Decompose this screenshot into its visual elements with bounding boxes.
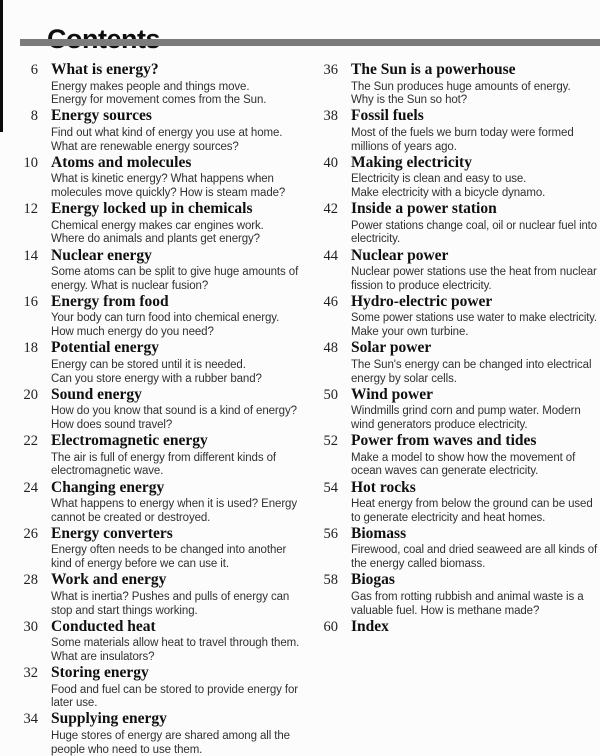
entry-body [351,201,597,247]
toc-entry [310,294,600,340]
desc-line-text: Some atoms can be split to give huge amounts of [51,266,299,279]
desc-line [351,278,597,292]
entry-body [51,387,300,433]
toc-entry [10,480,300,526]
page-number: 38 [323,108,338,125]
desc-line [51,171,300,185]
entry-title-text: What is energy? [51,61,159,78]
entry-description [351,496,597,524]
desc-line-text: Can you store energy with a rubber band? [51,372,262,385]
entry-title [351,480,597,496]
entry-description [51,171,300,199]
entry-title [51,108,300,124]
desc-line-text: Chemical energy makes car engines work. [51,219,264,232]
entry-body [51,572,300,618]
desc-line [51,556,300,570]
entry-description [51,79,300,107]
entry-title-text: Nuclear energy [51,246,152,264]
entry-description [51,542,300,570]
page-number: 34 [23,711,38,728]
desc-line [351,556,597,570]
entry-title-text: Hydro-electric power [351,292,493,310]
page-number: 10 [23,154,38,171]
desc-line [51,603,300,617]
page-number: 18 [23,340,38,357]
desc-line-text: Some power stations use water to make electricity. [351,312,597,325]
desc-line-text: How much energy do you need? [51,326,214,339]
page-number: 24 [23,479,38,496]
desc-line-text: The Sun's energy can be changed into electrical [351,358,592,371]
desc-line-text: Power stations change coal, oil or nuclear fuel into [351,219,597,232]
desc-line-text: Make your own turbine. [351,326,469,339]
desc-line-text: stop and start things working. [51,604,198,617]
desc-line-text: What happens to energy when it is used? Energy [51,498,297,511]
entry-title [51,572,300,588]
desc-line [351,510,597,524]
toc-entry [10,387,300,433]
entry-title-text: Biogas [351,571,395,589]
desc-line-text: The air is full of energy from different kinds of [51,451,276,464]
desc-line-text: cannot be created or destroyed. [51,511,211,524]
desc-line [51,649,300,663]
entry-title [51,526,300,542]
desc-line [351,185,597,199]
toc-entry [10,572,300,618]
desc-line-text: later use. [51,697,98,710]
entry-body [351,62,597,108]
desc-line-text: ocean waves can generate electricity. [351,465,539,478]
entry-body [351,108,597,154]
entry-title [51,480,300,496]
entry-body [351,480,597,526]
entry-title [351,387,597,403]
entry-title-text: Conducted heat [51,617,156,635]
page-number: 16 [23,293,38,310]
desc-line [51,496,300,510]
entry-title [351,201,597,217]
desc-line [351,496,597,510]
desc-line [51,139,300,153]
entry-title-text: Wind power [351,385,433,403]
entry-title-text: The Sun is a powerhouse [351,61,516,78]
desc-line [351,417,597,431]
toc-entry [10,526,300,572]
entry-title-text: Potential energy [51,339,160,357]
desc-line-text: Why is the Sun so hot? [351,94,468,107]
page-number: 14 [23,247,38,264]
entry-body [51,665,300,711]
desc-line-text: wind generators produce electricity. [351,419,528,432]
entry-title [351,572,597,588]
entry-body [351,340,597,386]
entry-title-text: Inside a power station [351,200,497,218]
entry-title-text: Hot rocks [351,478,416,496]
toc-entry [310,340,600,386]
entry-body [351,526,597,572]
desc-line [51,417,300,431]
desc-line-text: Find out what kind of energy you use at home. [51,126,283,139]
entry-title-text: Solar power [351,339,432,357]
toc-entry [310,526,600,572]
entry-title [351,155,597,171]
entry-title [51,201,300,217]
entry-title-text: Electromagnetic energy [51,432,208,450]
toc-entry [10,108,300,154]
entry-description [51,635,300,663]
entry-title-text: Energy sources [51,107,152,125]
desc-line-text: fission to produce electricity. [351,279,492,292]
desc-line-text: Firewood, coal and dried seaweed are all kinds of [351,544,598,557]
desc-line-text: electricity. [351,233,401,246]
entry-body [51,62,300,108]
toc-entry [10,340,300,386]
desc-line-text: Huge stores of energy are shared among all the [51,729,290,742]
desc-line-text: molecules move quickly? How is steam made? [51,187,286,200]
desc-line-text: Gas from rotting rubbish and animal waste is a [351,590,584,603]
entry-description [51,310,300,338]
desc-line-text: Make electricity with a bicycle dynamo. [351,187,546,200]
desc-line-text: Make a model to show how the movement of [351,451,576,464]
entry-title-text: Supplying energy [51,710,167,728]
desc-line-text: energy. What is nuclear fusion? [51,279,209,292]
entry-title [351,108,597,124]
page-number: 22 [23,433,38,450]
entry-description [351,542,597,570]
entry-title [51,387,300,403]
desc-line-text: What is kinetic energy? What happens when [51,173,274,186]
toc-entry [310,155,600,201]
entry-title-text: Fossil fuels [351,107,424,125]
desc-line-text: Electricity is clean and easy to use. [351,173,527,186]
desc-line-text: The Sun produces huge amounts of energy. [351,80,571,93]
desc-line [351,324,597,338]
desc-line [51,589,300,603]
entry-body [351,572,597,618]
entry-title [51,62,300,78]
entry-description [51,589,300,617]
entry-description [51,218,300,246]
page-number: 58 [323,572,338,589]
entry-body [51,340,300,386]
toc-entry [10,62,300,108]
entry-description [351,264,597,292]
entry-title-text: Work and energy [51,571,167,589]
entry-title-text: Making electricity [351,153,472,171]
toc-entry [10,248,300,294]
desc-line-text: valuable fuel. How is methane made? [351,604,540,617]
entry-title-text: Biomass [351,524,407,542]
entry-title [351,340,597,356]
page-number: 6 [30,62,38,78]
entry-body [51,619,300,665]
desc-line [51,278,300,292]
desc-line [351,171,597,185]
desc-line [351,357,597,371]
desc-line [51,92,300,106]
entry-title [351,433,597,449]
toc-entry [310,108,600,154]
entry-title [51,433,300,449]
page-number: 52 [323,433,338,450]
entry-title-text: Energy from food [51,292,169,310]
entry-description [351,403,597,431]
page-number: 40 [323,154,338,171]
entry-body [351,294,597,340]
entry-title [51,619,300,635]
desc-line [51,231,300,245]
desc-line-text: Where do animals and plants get energy? [51,233,260,246]
desc-line-text: Energy for movement comes from the Sun. [51,94,267,107]
desc-line-text: Nuclear power stations use the heat from nuclear [351,266,597,279]
desc-line-text: What are renewable energy sources? [51,140,239,153]
toc-entry [310,387,600,433]
entry-title-text: Atoms and molecules [51,153,192,171]
entry-body [51,526,300,572]
desc-line-text: the energy called biomass. [351,558,486,571]
desc-line [51,635,300,649]
desc-line-text: What are insulators? [51,650,155,663]
desc-line-text: What is inertia? Pushes and pulls of energy can [51,590,290,603]
entry-title-text: Energy converters [51,524,173,542]
entry-title-text: Power from waves and tides [351,432,537,450]
desc-line [51,463,300,477]
page-number: 8 [30,108,38,125]
entry-description [51,125,300,153]
toc-entry [310,248,600,294]
page-number: 36 [323,62,338,78]
desc-line-text: Your body can turn food into chemical energy. [51,312,280,325]
page-number: 44 [323,247,338,264]
page-number: 42 [323,201,338,218]
desc-line-text: people who need to use them. [51,743,203,756]
page-number: 26 [23,525,38,542]
entry-description [351,357,597,385]
entry-body [351,387,597,433]
desc-line-text: Energy makes people and things move. [51,80,250,93]
entry-description [51,450,300,478]
page-number: 20 [23,386,38,403]
entry-title-text: Storing energy [51,664,149,682]
toc-entry [310,62,600,108]
toc-entry [10,665,300,711]
entry-title [51,340,300,356]
entry-title-text: Nuclear power [351,246,449,264]
desc-line [351,264,597,278]
desc-line [351,403,597,417]
desc-line [351,463,597,477]
page-number: 30 [23,618,38,635]
toc-entry [310,201,600,247]
title-rule [20,39,600,46]
entry-title-text: Sound energy [51,385,142,403]
desc-line [51,542,300,556]
entry-title [351,526,597,542]
desc-line-text: Food and fuel can be stored to provide energy for [51,683,298,696]
entry-body [51,433,300,479]
desc-line-text: energy by solar cells. [351,372,457,385]
entry-body [51,711,300,756]
entry-title [51,711,300,727]
entry-description [51,403,300,431]
desc-line-text: Windmills grind corn and pump water. Modern [351,405,581,418]
desc-line [351,603,597,617]
desc-line [351,139,597,153]
desc-line [351,92,597,106]
page-number: 48 [323,340,338,357]
desc-line-text: Energy often needs to be changed into another [51,544,287,557]
desc-line [351,79,597,93]
entry-title [351,62,597,78]
desc-line [51,695,300,709]
entry-title [51,155,300,171]
page-number: 54 [323,479,338,496]
desc-line [51,264,300,278]
toc-entry [310,480,600,526]
desc-line [51,403,300,417]
desc-line-text: kind of energy before we can use it. [51,558,229,571]
entry-body [351,619,597,665]
desc-line-text: Most of the fuels we burn today were formed [351,126,574,139]
desc-line [351,310,597,324]
desc-line [351,371,597,385]
desc-line-text: Heat energy from below the ground can be used [351,498,593,511]
toc-entry [10,711,300,756]
entry-body [351,433,597,479]
page-number: 46 [323,293,338,310]
desc-line [351,218,597,232]
desc-line [351,450,597,464]
desc-line [51,357,300,371]
toc-entry [10,201,300,247]
desc-line [51,728,300,742]
toc-column-left [0,62,300,756]
entry-description [351,171,597,199]
toc-entry [310,433,600,479]
toc-columns [0,62,600,756]
desc-line [51,371,300,385]
entry-description [51,728,300,756]
desc-line-text: Some materials allow heat to travel through them. [51,637,300,650]
entry-description [351,450,597,478]
entry-title [351,619,597,635]
entry-body [51,108,300,154]
toc-entry [10,294,300,340]
desc-line [51,682,300,696]
entry-body [351,248,597,294]
desc-line [51,324,300,338]
desc-line-text: How do you know that sound is a kind of energy? [51,405,297,418]
toc-entry [310,572,600,618]
entry-body [51,248,300,294]
entry-body [51,480,300,526]
entry-description [51,496,300,524]
desc-line [51,742,300,756]
entry-description [51,357,300,385]
page-number: 56 [323,525,338,542]
desc-line-text: electromagnetic wave. [51,465,164,478]
toc-entry [310,619,600,665]
desc-line-text: to generate electricity and heat homes. [351,511,546,524]
entry-title [51,248,300,264]
desc-line [351,589,597,603]
desc-line [51,450,300,464]
entry-description [51,682,300,710]
desc-line [351,231,597,245]
desc-line [51,79,300,93]
desc-line [51,310,300,324]
page-number: 28 [23,572,38,589]
desc-line [351,125,597,139]
toc-entry [10,433,300,479]
page-number: 50 [323,386,338,403]
page-number: 12 [23,201,38,218]
entry-title-text: Changing energy [51,478,165,496]
entry-description [351,310,597,338]
entry-title [351,294,597,310]
entry-title [351,248,597,264]
desc-line [51,510,300,524]
entry-body [51,201,300,247]
entry-body [51,294,300,340]
entry-description [351,79,597,107]
desc-line [51,185,300,199]
page-number: 32 [23,665,38,682]
desc-line [51,125,300,139]
desc-line-text: millions of years ago. [351,140,457,153]
toc-entry [10,155,300,201]
desc-line-text: How does sound travel? [51,419,173,432]
toc-entry [10,619,300,665]
entry-title [51,294,300,310]
desc-line [351,542,597,556]
entry-title [51,665,300,681]
entry-title-text: Index [351,617,389,635]
entry-body [51,155,300,201]
desc-line-text: Energy can be stored until it is needed. [51,358,246,371]
desc-line [51,218,300,232]
toc-column-right [300,62,600,756]
entry-body [351,155,597,201]
entry-description [351,589,597,617]
entry-description [51,264,300,292]
entry-title-text: Energy locked up in chemicals [51,200,253,218]
entry-description [351,218,597,246]
page-number: 60 [323,618,338,635]
entry-description [351,125,597,153]
